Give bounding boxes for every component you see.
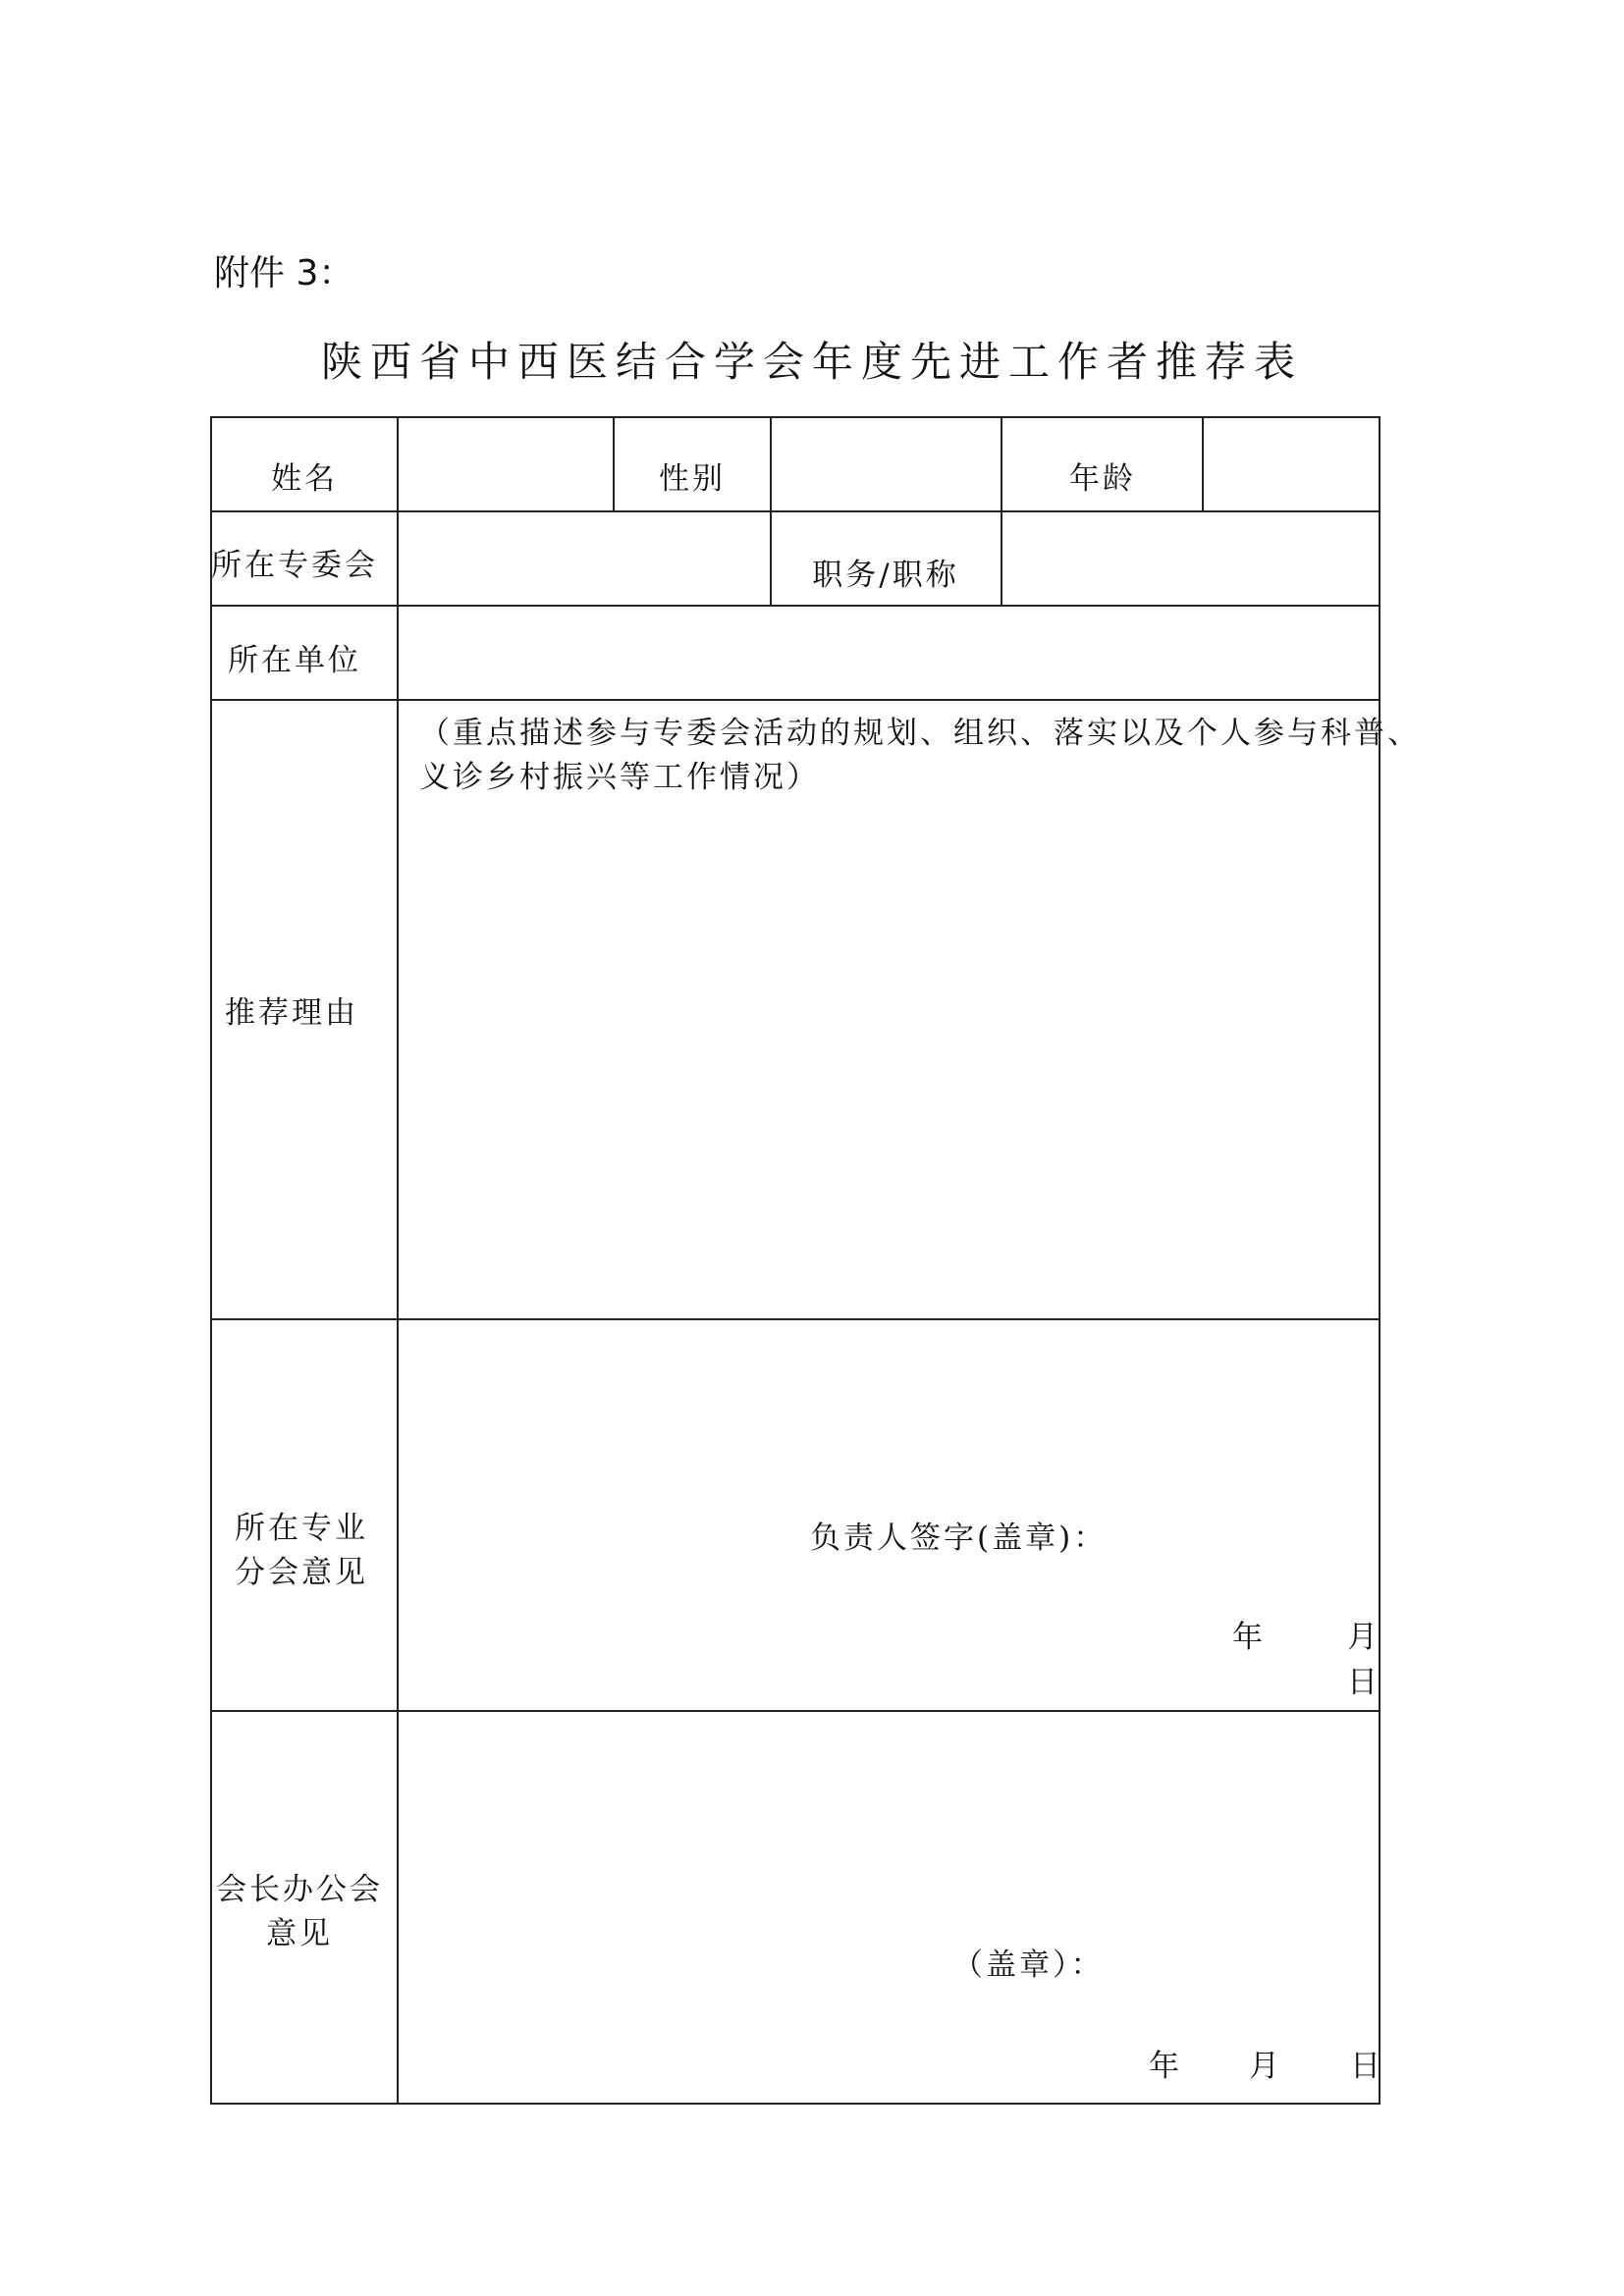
name-label: 姓名 (271, 461, 338, 497)
branch-signature-label: 负责人签字(盖章)： (810, 1521, 1108, 1556)
branch-month-label: 月 (1347, 1620, 1380, 1655)
gender-label: 性别 (659, 461, 726, 497)
branch-opinion-label-line1: 所在专业 (235, 1511, 368, 1546)
president-opinion-label-line1: 会长办公会 (216, 1872, 383, 1907)
position-label: 职务/职称 (812, 558, 959, 593)
position-field[interactable] (1003, 513, 1378, 604)
reason-hint-line2: 义诊乡村振兴等工作情况） (419, 760, 820, 795)
president-seal-label: （盖章）： (952, 1948, 1105, 1983)
attachment-label: 附件 3： (214, 253, 354, 294)
unit-field[interactable] (400, 608, 1378, 698)
branch-opinion-label-line2: 分会意见 (235, 1555, 368, 1590)
reason-hint-line1: （重点描述参与专委会活动的规划、组织、落实以及个人参与科普、 (419, 716, 1421, 751)
form-title: 陕西省中西医结合学会年度先进工作者推荐表 (320, 338, 1303, 386)
unit-label: 所在单位 (228, 643, 361, 678)
committee-label: 所在专委会 (211, 548, 378, 583)
branch-day-label: 日 (1347, 1665, 1380, 1700)
age-field[interactable] (1205, 419, 1378, 509)
committee-field[interactable] (400, 513, 769, 604)
reason-field[interactable] (400, 805, 1378, 1315)
gender-field[interactable] (773, 419, 1000, 509)
president-opinion-label-line2: 意见 (266, 1916, 333, 1951)
branch-year-label: 年 (1232, 1620, 1266, 1655)
age-label: 年龄 (1069, 461, 1136, 497)
reason-label: 推荐理由 (225, 995, 358, 1031)
president-year-label: 年 (1149, 2049, 1182, 2084)
name-field[interactable] (400, 419, 612, 509)
president-day-label: 日 (1350, 2049, 1383, 2084)
president-opinion-field[interactable] (400, 1713, 1378, 1929)
president-month-label: 月 (1249, 2049, 1282, 2084)
branch-opinion-field[interactable] (400, 1321, 1378, 1498)
